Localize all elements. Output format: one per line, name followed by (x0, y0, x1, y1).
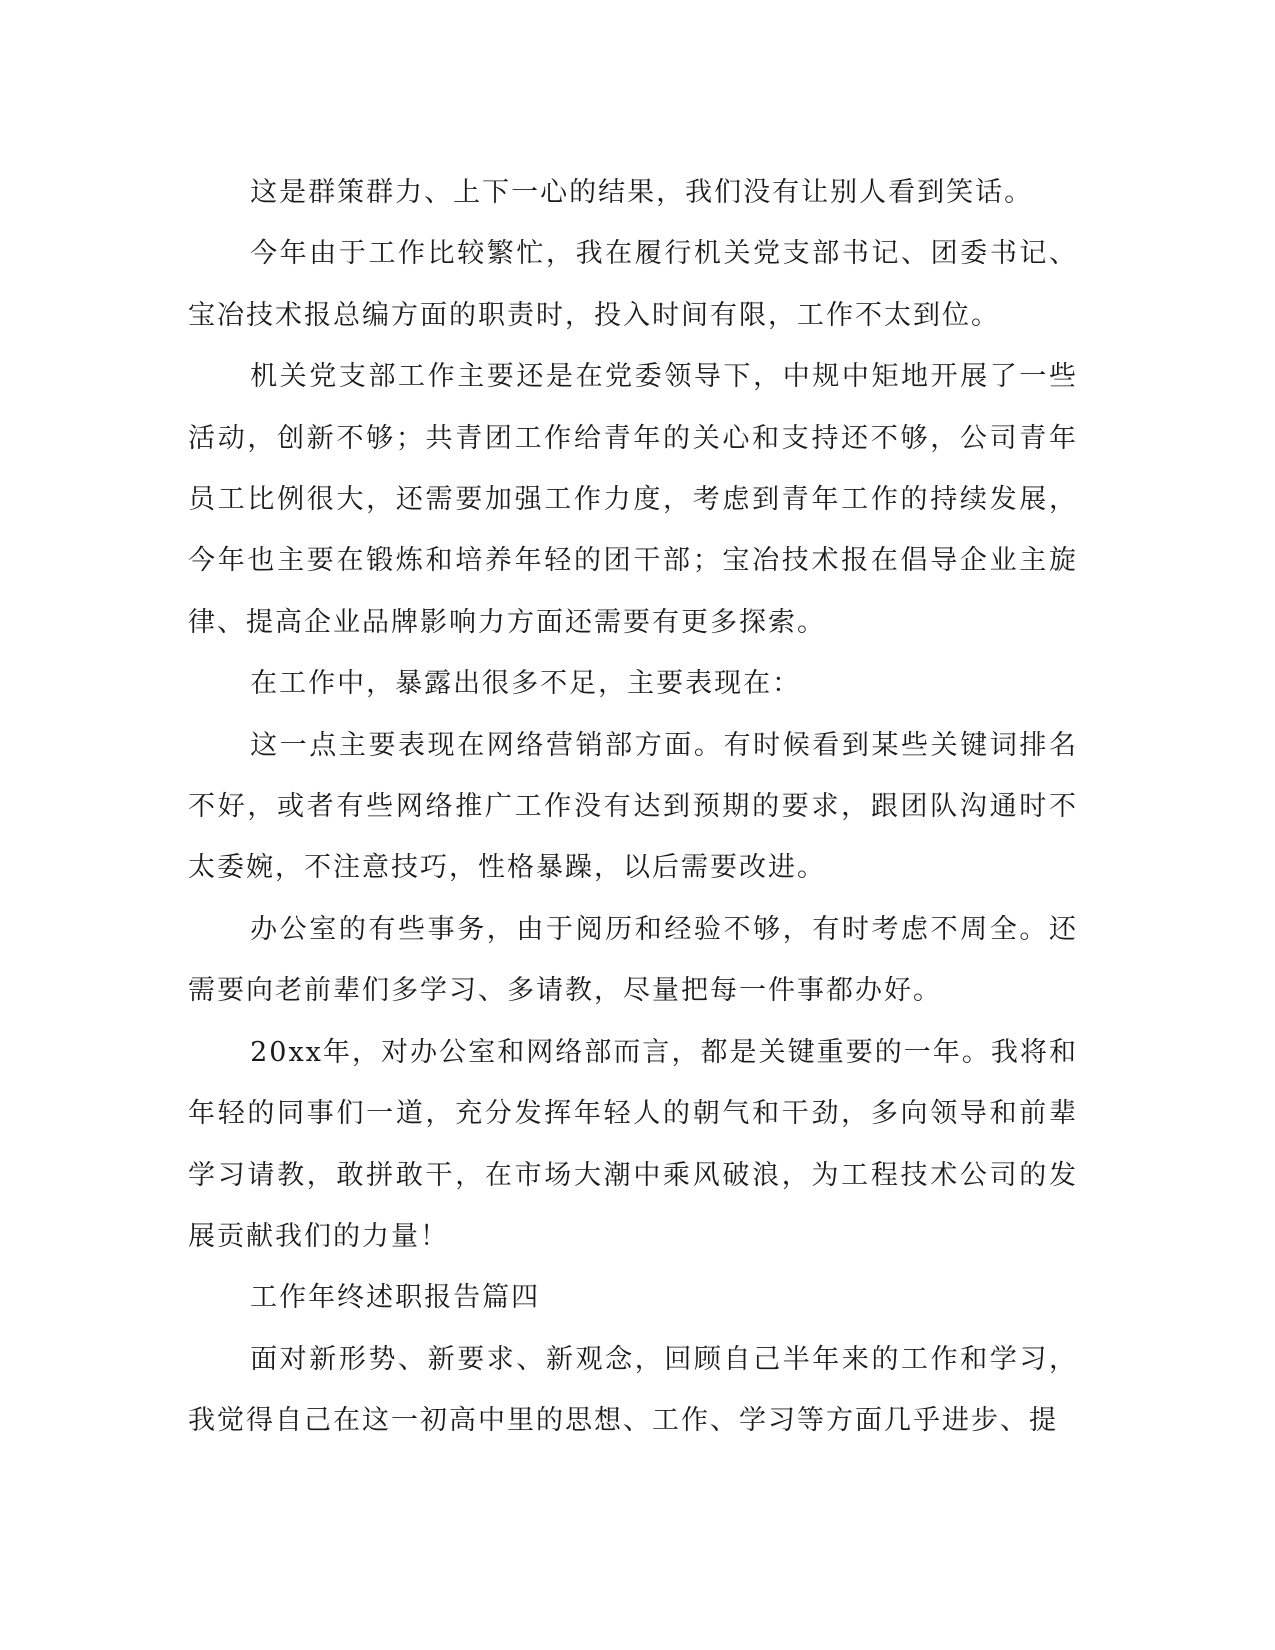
paragraph: 这一点主要表现在网络营销部方面。有时候看到某些关键词排名不好，或者有些网络推广工作没有达到预期的要求，跟团队沟通时不太委婉，不注意技巧，性格暴躁，以后需要改进。 (188, 729, 1078, 884)
paragraph: 这是群策群力、上下一心的结果，我们没有让别人看到笑话。 (250, 177, 1034, 208)
paragraph: 办公室的有些事务，由于阅历和经验不够，有时考虑不周全。还需要向老前辈们多学习、多请教，尽量把每一件事都办好。 (188, 913, 1078, 1007)
paragraph: 20xx年，对办公室和网络部而言，都是关键重要的一年。我将和年轻的同事们一道，充分发挥年轻人的朝气和干劲，多向领导和前辈学习请教，敢拼敢干，在市场大潮中乘风破浪，为工程技术公司的发展贡献我们的力量！ (188, 1036, 1078, 1252)
section-heading: 工作年终述职报告篇四 (250, 1282, 541, 1314)
paragraph: 面对新形势、新要求、新观念，回顾自己半年来的工作和学习，我觉得自己在这一初高中里的思想、工作、学习等方面几乎进步、提 (188, 1343, 1078, 1437)
paragraph: 机关党支部工作主要还是在党委领导下，中规中矩地开展了一些活动，创新不够；共青团工作给青年的关心和支持还不够，公司青年员工比例很大，还需要加强工作力度，考虑到青年工作的持续发展，今年也主要在锻炼和培养年轻的团干部；宝冶技术报在倡导企业主旋律、提高企业品牌影响力方面还需要有更多探索。 (188, 361, 1078, 638)
paragraph: 今年由于工作比较繁忙，我在履行机关党支部书记、团委书记、宝冶技术报总编方面的职责时，投入时间有限，工作不太到位。 (188, 238, 1078, 331)
document-body (188, 162, 1078, 1452)
paragraph: 在工作中，暴露出很多不足，主要表现在： (250, 668, 802, 700)
